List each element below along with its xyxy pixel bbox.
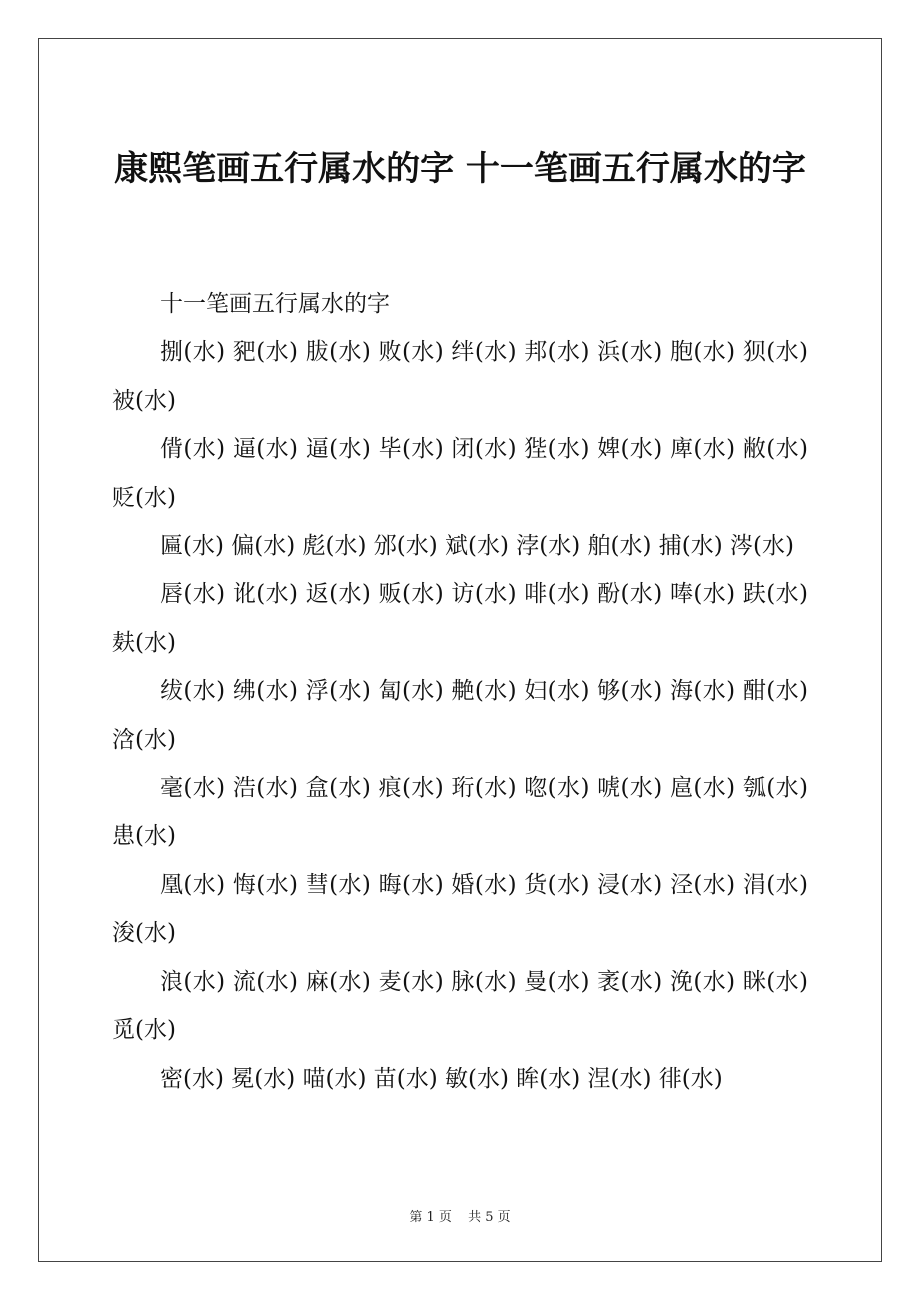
character-list-paragraph: 浪(水) 流(水) 麻(水) 麦(水) 脉(水) 曼(水) 袤(水) 浼(水) 眯(水) 觅(水)	[112, 968, 808, 1044]
character-list-paragraph: 唇(水) 讹(水) 返(水) 贩(水) 访(水) 啡(水) 酚(水) 唪(水) 趺(水) 麸(水)	[112, 581, 808, 656]
page-total: 共 5 页	[468, 1210, 511, 1225]
character-list-paragraph: 匾(水) 偏(水) 彪(水) 邠(水) 斌(水) 浡(水) 舶(水) 捕(水) 涔(水)	[160, 533, 795, 560]
character-list-paragraph: 绂(水) 绋(水) 浮(水) 匐(水) 艴(水) 妇(水) 够(水) 海(水) 酣(水) 浛(水)	[112, 678, 808, 753]
page-footer	[0, 1206, 920, 1225]
page-number: 第 1 页	[409, 1210, 452, 1225]
section-heading: 十一笔画五行属水的字	[160, 291, 390, 317]
character-list-paragraph: 毫(水) 浩(水) 盒(水) 痕(水) 珩(水) 唿(水) 唬(水) 扈(水) 瓠(水) 患(水)	[112, 775, 808, 850]
document-title: 康熙笔画五行属水的字 十一笔画五行属水的字	[114, 149, 806, 189]
document-body	[112, 280, 808, 1103]
character-list-paragraph: 捌(水) 豝(水) 胈(水) 败(水) 绊(水) 邦(水) 浜(水) 胞(水) 狈(水) 被(水)	[112, 339, 808, 414]
character-list-paragraph: 凰(水) 悔(水) 彗(水) 晦(水) 婚(水) 货(水) 浸(水) 泾(水) 涓(水) 浚(水)	[112, 871, 808, 947]
character-list-paragraph: 密(水) 冕(水) 喵(水) 苗(水) 敏(水) 眸(水) 涅(水) 徘(水)	[160, 1065, 723, 1092]
character-list-paragraph: 偝(水) 逼(水) 逼(水) 毕(水) 闭(水) 狴(水) 婢(水) 庳(水) 敝(水) 贬(水)	[112, 436, 808, 511]
